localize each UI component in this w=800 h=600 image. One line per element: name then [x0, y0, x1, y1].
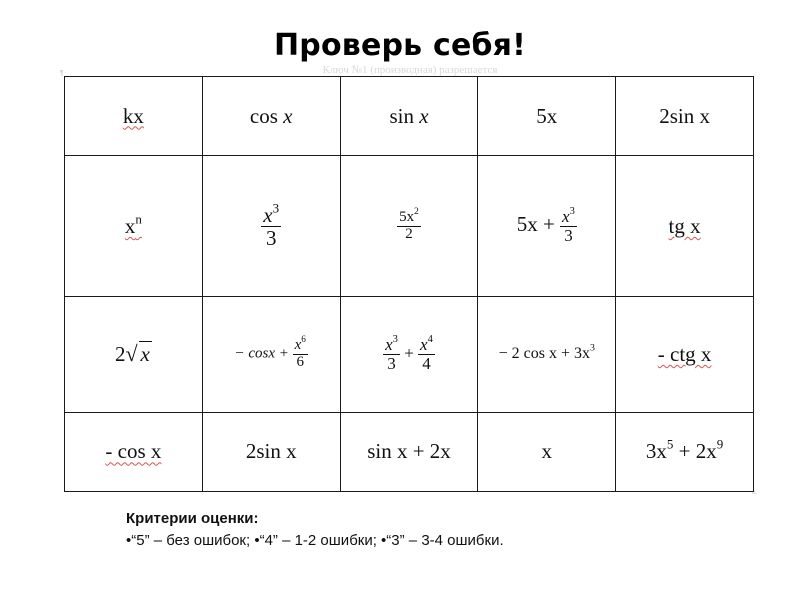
cell-end-mark-icon: ¤	[752, 490, 756, 497]
table-cell: − cosx + $\frac{x^6}{6}$	[202, 297, 340, 412]
faint-caption: Ключ №1 (производная) разрешается	[322, 64, 498, 76]
table-cell: cos x	[202, 77, 340, 156]
table-cell: $\frac{x^3}{3}$ + $\frac{x^4}{4}$	[340, 297, 478, 412]
table-cell: 5x + $\frac{x^3}{3}$	[478, 156, 616, 297]
fraction: $\frac{x^3}{3}$	[385, 334, 398, 373]
answer-table	[64, 76, 754, 492]
table-cell: - ctg x	[616, 297, 754, 412]
page-title: Проверь себя!	[273, 28, 527, 63]
table-cell: sin x + 2x	[340, 412, 478, 491]
table-cell: 2sin x	[202, 412, 340, 491]
fraction: $\frac{x^3}{3}$	[562, 206, 575, 245]
fraction: $\frac{x^6}{6}$	[294, 335, 306, 370]
table-row	[65, 412, 754, 491]
table-cell: kx	[65, 77, 203, 156]
table-cell: tg x	[616, 156, 754, 297]
table-cell: 5x	[478, 77, 616, 156]
table-cell: $3x^5 + 2x^9$	[616, 412, 754, 491]
criteria-heading: Критерии оценки:	[126, 510, 259, 527]
table-cell	[340, 156, 478, 297]
table-cell: 2√ x	[65, 297, 203, 412]
table-cell: - cos x	[65, 412, 203, 491]
criteria-line: •“5” – без ошибок; •“4” – 1-2 ошибки; •“3” – 3-4 ошибки.	[126, 532, 504, 549]
fraction: $\frac{x^3}{3}$	[263, 200, 280, 250]
paragraph-mark-icon: ¶	[60, 70, 64, 77]
table-cell: $x^n$	[65, 156, 203, 297]
table-cell	[202, 156, 340, 297]
fraction: $\frac{5x^2}{2}$	[399, 207, 419, 242]
table-cell: 2sin x	[616, 77, 754, 156]
table-cell: x	[478, 412, 616, 491]
table-cell: − 2 $\cos x + 3x^3$	[478, 297, 616, 412]
table-cell: sin x	[340, 77, 478, 156]
table-row	[65, 156, 754, 297]
grading-criteria	[126, 508, 504, 552]
table-row	[65, 297, 754, 412]
fraction: $\frac{x^4}{4}$	[420, 334, 433, 373]
table-row	[65, 77, 754, 156]
